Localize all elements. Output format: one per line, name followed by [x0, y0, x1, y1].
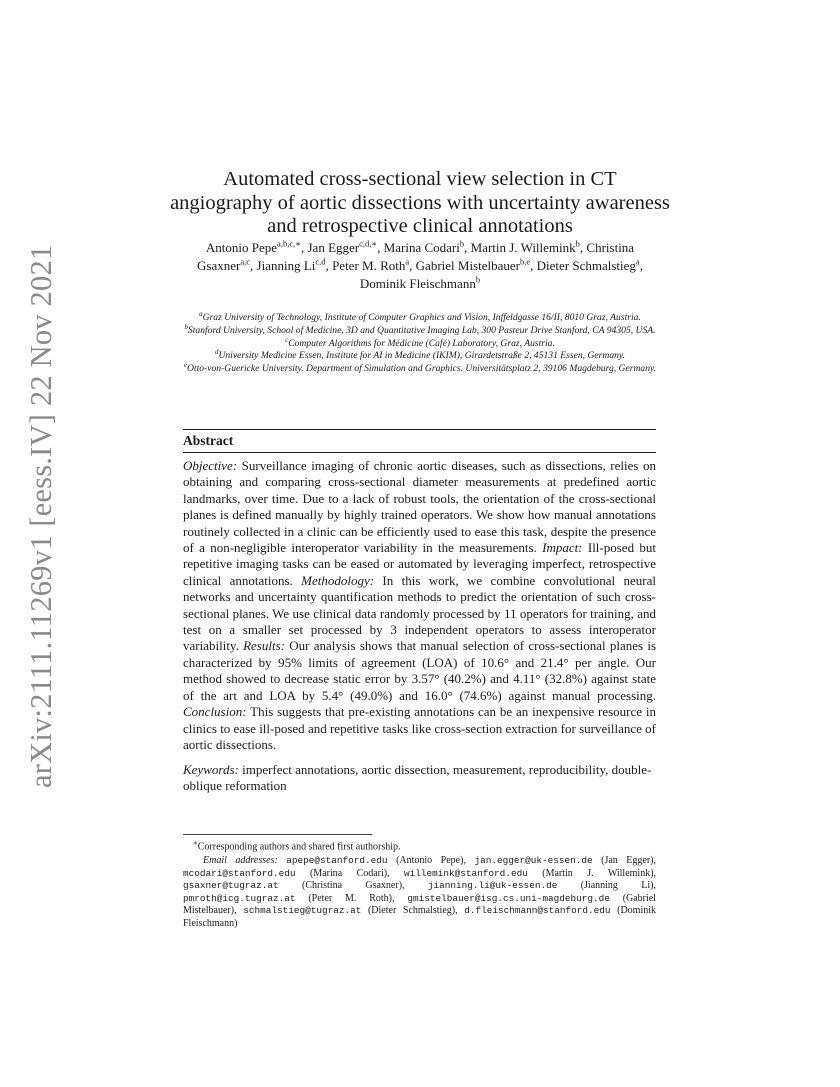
author: Dieter Schmalstieg$^a$, — [536, 256, 643, 273]
abstract-segment: This suggests that pre-existing annotations can be an inexpensive resource in clinics to ease ill-posed and repetitive tasks like cross-section extraction for surveillance of aortic dissections. — [183, 704, 656, 752]
email-addresses: Email addresses: apepe@stanford.edu (Antonio Pepe), jan.egger@uk-essen.de (Jan Egger), mcodari@stanford.edu (Marina Codari), willemink@stanford.edu (Martin J. Willemink), gsaxner@tugraz.at (Christina Gsaxner), jianning.li@uk-essen.de (Jianning Li), pmroth@icg.tugraz.at (Peter M. Roth), gmistelbauer@isg.cs.uni-magdeburg.de (Gabriel Mistelbauer), schmalstieg@tugraz.at (Dieter Schmalstieg), d.fleischmann@stanford.edu (Dominik Fleischmann) — [183, 854, 657, 929]
abstract-label-objective: Objective: — [183, 458, 238, 473]
affiliation: $^e$Otto-von-Guericke University. Department of Simulation and Graphics. Universitätsplatz 2, 39106 Magdeburg, Germany. — [183, 361, 657, 375]
abstract-heading-rule — [183, 452, 656, 453]
keywords — [183, 762, 656, 795]
abstract-segment: Surveillance imaging of chronic aortic diseases, such as dissections, relies on obtaining and comparing cross-sectional diameter measurements at predefined aortic landmarks, over time. Due to a lack of robust tools, the orientation of the cross-sectional planes is defined manually by highly trained operators. We show how manual annotations routinely collected in a clinic can be efficiently used to ease this task, despite the presence of a non-negligible interoperator variability in the measurements. — [183, 458, 656, 556]
author: Martin J. Willemink$^b$, — [470, 238, 587, 255]
email-link[interactable]: d.fleischmann@stanford.edu — [464, 905, 611, 917]
author: Antonio Pepe$^{a,b,c,∗}$, — [205, 238, 308, 255]
affiliation: $^a$Graz University of Technology, Institute of Computer Graphics and Vision, Inffeldgasse 16/II, 8010 Graz, Austria. — [199, 309, 641, 323]
abstract-heading: Abstract — [183, 433, 234, 448]
email-link[interactable]: apepe@stanford.edu — [286, 854, 388, 866]
email-link[interactable]: schmalstieg@tugraz.at — [243, 905, 362, 917]
footnotes — [183, 837, 656, 930]
email-link[interactable]: jan.egger@uk-essen.de — [474, 854, 593, 866]
footnote-rule — [183, 834, 372, 835]
affiliation: $^c$Computer Algorithms for Médicine (Café) Laboratory, Graz, Austria. — [285, 335, 555, 349]
email-link[interactable]: willemink@stanford.edu — [404, 867, 528, 879]
affiliation-list — [176, 309, 664, 376]
email-link[interactable]: jianning.li@uk-essen.de — [427, 880, 558, 892]
affiliation: $^b$Stanford University, School of Medicine, 3D and Quantitative Imaging Lab, 300 Pasteur Drive Stanford, CA 94305, USA. — [184, 322, 656, 336]
author: Jianning Li$^{c,d}$, — [256, 256, 333, 273]
email-link[interactable]: mcodari@stanford.edu — [183, 867, 296, 879]
author: Jan Egger$^{c,d,∗}$, — [307, 238, 384, 255]
arxiv-identifier-stamp: arXiv:2111.11269v1 [eess.IV] 22 Nov 2021 — [24, 244, 58, 788]
abstract-text — [183, 458, 656, 753]
corresponding-author-note: ∗Corresponding authors and shared first authorship. — [193, 839, 401, 853]
email-link[interactable]: gmistelbauer@isg.cs.uni-magdeburg.de — [407, 892, 610, 904]
affiliation: $^d$University Medicine Essen, Institute for AI in Medicine (IKIM), Girardetstraße 2, 45131 Essen, Germany. — [214, 348, 626, 362]
abstract-label-impact: Impact: — [542, 540, 583, 556]
paper-title: Automated cross-sectional view selection in CT angiography of aortic dissections with uncertainty awareness and retrospective clinical annotations — [170, 168, 670, 237]
abstract-label-conclusion: Conclusion: — [183, 704, 247, 720]
author: Christina Gsaxner$^{a,c}$, — [197, 240, 635, 273]
abstract-top-rule — [183, 429, 656, 430]
keywords-label: Keywords: — [183, 762, 239, 777]
email-link[interactable]: pmroth@icg.tugraz.at — [183, 892, 296, 904]
author: Peter M. Roth$^a$, — [332, 256, 416, 273]
abstract-segment: In this work, we combine convolutional neural networks and uncertainty quantification methods to predict the orientation of such cross-sectional planes. We use clinical data randomly processed by 11 operators for training, and test on a smaller set processed by 3 independent operators to assess interoperator variability. — [183, 572, 656, 654]
author-list — [178, 239, 662, 293]
email-link[interactable]: gsaxner@tugraz.at — [183, 880, 279, 892]
author: Gabriel Mistelbauer$^{b,e}$, — [415, 256, 537, 273]
abstract-segment: Ill-posed but repetitive imaging tasks can be eased or automated by leveraging imperfect, retrospective clinical annotations. — [183, 540, 656, 588]
abstract-label-results: Results: — [243, 638, 285, 654]
author: Marina Codari$^b$, — [383, 238, 471, 255]
abstract-segment: Our analysis shows that manual selection of cross-sectional planes is characterized by 95% limits of agreement (LOA) of 10.6° and 21.4° per angle. Our method showed to decrease static error by 3.57° (40.2%) and 4.11° (32.8%) against state of the art and LOA by 5.4° (49.0%) and 16.0° (74.6%) against manual processing. — [183, 638, 656, 703]
abstract-label-methodology: Methodology: — [301, 572, 375, 588]
author: Dominik Fleischmann$^b$ — [359, 274, 481, 291]
keywords-text: imperfect annotations, aortic dissection, measurement, reproducibility, double-oblique reformation — [183, 762, 652, 794]
